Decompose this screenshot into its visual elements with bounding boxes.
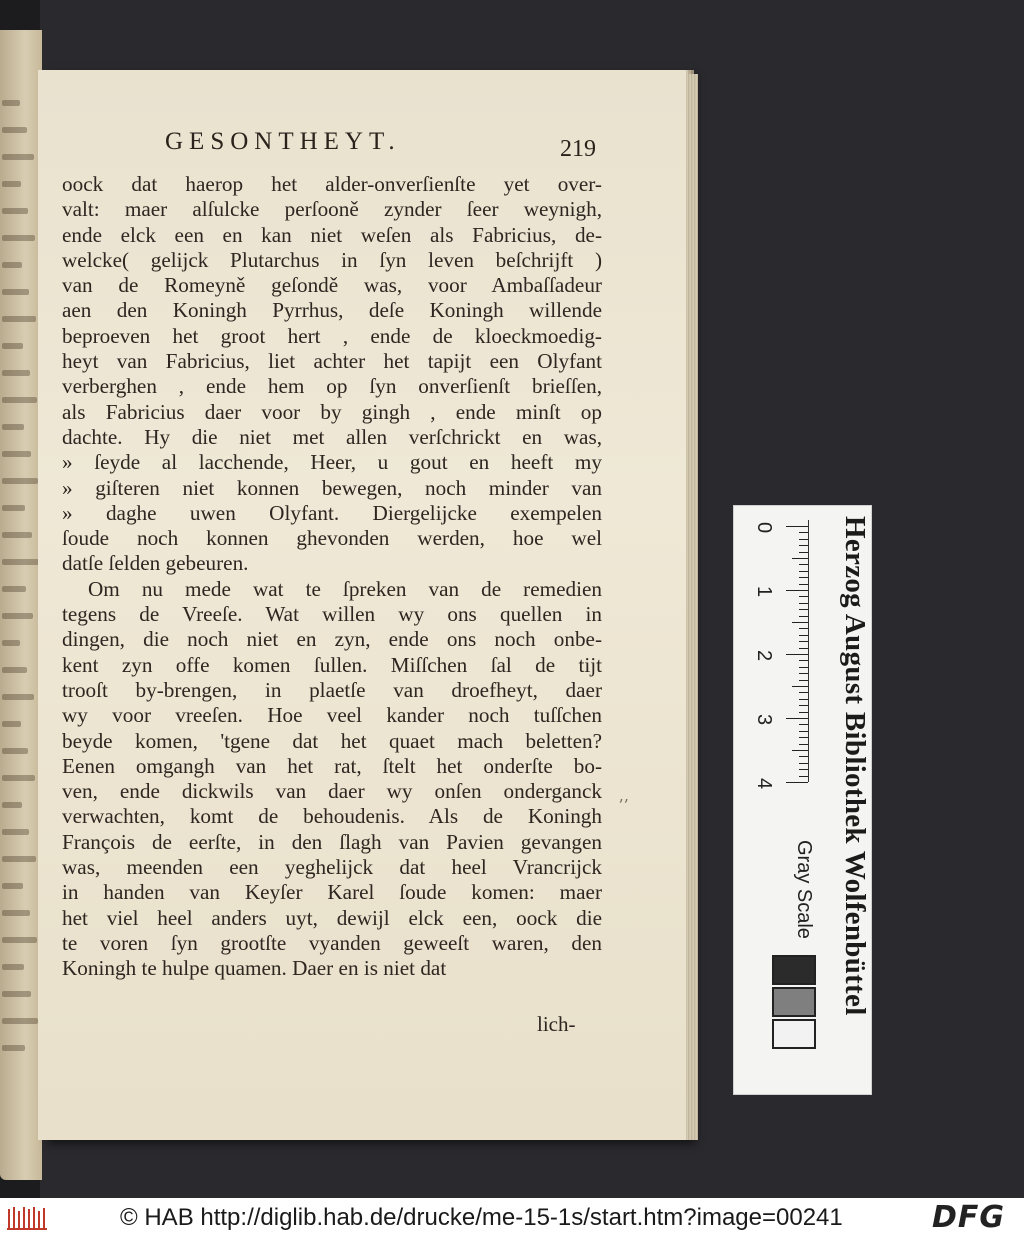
text-line: ende elck een en kan niet weſen als Fabricius, de- <box>62 222 602 247</box>
ruler-tick <box>799 667 808 668</box>
body-text <box>62 172 602 982</box>
ruler-tick <box>799 635 808 636</box>
previous-page-text-fragment <box>2 127 27 133</box>
ruler-tick <box>799 539 808 540</box>
ruler-tick <box>792 622 808 623</box>
text-line: valt: maer alſulcke perſooně zynder ſeer weynigh, <box>62 197 602 222</box>
text-line: Eenen omgangh van het rat, ſtelt het onderſte bo- <box>62 753 602 778</box>
previous-page-text-fragment <box>2 397 37 403</box>
margin-mark: ʼʼ <box>618 796 629 815</box>
ruler-tick <box>799 545 808 546</box>
text-line: Om nu mede wat te ſpreken van de remedien <box>88 576 602 601</box>
text-line: wy voor vreeſen. Hoe veel kander noch tuſſchen <box>62 703 602 728</box>
gray-swatch-mid <box>772 987 816 1017</box>
text-line: » giſteren niet konnen bewegen, noch minder van <box>62 475 602 500</box>
ruler <box>752 520 812 810</box>
previous-page-text-fragment <box>2 910 30 916</box>
ruler-tick <box>799 705 808 706</box>
ruler-tick <box>799 731 808 732</box>
ruler-number: 3 <box>753 713 776 726</box>
ruler-tick <box>786 526 808 527</box>
ruler-number: 2 <box>753 649 776 662</box>
text-line: ven, ende dickwils van daer wy onſen onderganck <box>62 779 602 804</box>
previous-page-text-fragment <box>2 451 31 457</box>
previous-page-text-fragment <box>2 775 35 781</box>
text-line: als Fabricius daer voor by gingh , ende minſt op <box>62 399 602 424</box>
text-line: het viel heel anders uyt, dewijl elck een, oock die <box>62 905 602 930</box>
ruler-tick <box>799 769 808 770</box>
previous-page-text-fragment <box>2 667 27 673</box>
page-stack-edge <box>686 74 698 1140</box>
library-name: Herzog August Bibliothek Wolfenbüttel <box>839 516 871 1016</box>
ruler-tick <box>799 532 808 533</box>
previous-page-text-fragment <box>2 181 21 187</box>
ruler-tick <box>799 564 808 565</box>
ruler-tick <box>786 782 808 783</box>
text-line: verwachten, komt de behoudenis. Als de Koningh <box>62 804 602 829</box>
previous-page-text-fragment <box>2 370 30 376</box>
previous-page-text-fragment <box>2 802 22 808</box>
ruler-tick <box>792 686 808 687</box>
text-line: aen den Koningh Pyrrhus, deſe Koningh willende <box>62 298 602 323</box>
previous-page-text-fragment <box>2 343 23 349</box>
previous-page-text-fragment <box>2 613 33 619</box>
text-line: kent zyn offe komen ſullen. Miſſchen ſal de tijt <box>62 652 602 677</box>
gray-scale-label: Gray Scale <box>793 840 815 939</box>
previous-page-text-fragment <box>2 640 20 646</box>
ruler-tick <box>799 616 808 617</box>
text-line: beproeven het groot hert , ende de kloeckmoedig- <box>62 323 602 348</box>
previous-page-text-fragment <box>2 586 26 592</box>
text-line: te voren ſyn grootſte vyanden geweeſt waren, den <box>62 930 602 955</box>
previous-page-text-fragment <box>2 235 35 241</box>
page-number: 219 <box>560 136 596 162</box>
previous-page-text-fragment <box>2 316 36 322</box>
ruler-tick <box>799 641 808 642</box>
ruler-tick <box>792 750 808 751</box>
text-line: dachte. Hy die niet met allen verſchrickt en was, <box>62 424 602 449</box>
ruler-tick <box>799 680 808 681</box>
text-line: trooſt by-brengen, in plaetſe van droefheyt, daer <box>62 677 602 702</box>
text-line: was, meenden een yeghelijck dat heel Vrancrijck <box>62 855 602 880</box>
viewer-footer <box>0 1198 1024 1238</box>
previous-page-text-fragment <box>2 937 37 943</box>
gray-swatch-dark <box>772 955 816 985</box>
previous-page-text-fragment <box>2 100 20 106</box>
previous-page-text-fragment <box>2 478 38 484</box>
text-line: Koningh te hulpe quamen. Daer en is niet dat <box>62 956 447 981</box>
previous-page-text-fragment <box>2 883 23 889</box>
previous-page-text-fragment <box>2 748 28 754</box>
dfg-logo: DFG <box>932 1200 1006 1235</box>
text-line: van de Romeyně geſondě was, voor Ambaſſadeur <box>62 273 602 298</box>
text-line: ſoude noch konnen ghevonden werden, hoe wel <box>62 526 602 551</box>
previous-page-text-fragment <box>2 1018 38 1024</box>
previous-page-text-fragment <box>2 424 24 430</box>
ruler-tick <box>799 673 808 674</box>
ruler-line <box>808 520 809 782</box>
ruler-tick <box>786 590 808 591</box>
previous-page-text-fragment <box>2 532 32 538</box>
source-url[interactable]: © HAB http://diglib.hab.de/drucke/me-15-1s/start.htm?image=00241 <box>120 1204 843 1231</box>
ruler-tick <box>799 596 808 597</box>
ruler-tick <box>799 776 808 777</box>
ruler-tick <box>786 654 808 655</box>
ruler-tick <box>799 724 808 725</box>
ruler-tick <box>799 660 808 661</box>
ruler-tick <box>799 744 808 745</box>
text-line: welcke( gelijck Plutarchus in ſyn leven beſchrijft ) <box>62 247 602 272</box>
ruler-tick <box>799 712 808 713</box>
ruler-tick <box>799 692 808 693</box>
gray-swatch-light <box>772 1019 816 1049</box>
previous-page-text-fragment <box>2 559 39 565</box>
ruler-tick <box>799 763 808 764</box>
ruler-tick <box>786 718 808 719</box>
ruler-tick <box>799 737 808 738</box>
text-line: tegens de Vreeſe. Wat willen wy ons quellen in <box>62 602 602 627</box>
previous-page-text-fragment <box>2 829 29 835</box>
catchword: lich- <box>537 1012 576 1036</box>
previous-page-text-fragment <box>2 1045 25 1051</box>
ruler-number: 0 <box>753 521 776 534</box>
previous-page-text-fragment <box>2 721 21 727</box>
ruler-number: 4 <box>753 777 776 790</box>
ruler-tick <box>799 577 808 578</box>
ruler-tick <box>799 756 808 757</box>
text-line: beyde komen, 'tgene dat het quaet mach beletten? <box>62 728 602 753</box>
ruler-number: 1 <box>753 585 776 598</box>
ruler-tick <box>799 609 808 610</box>
text-line: » daghe uwen Olyfant. Diergelijcke exempelen <box>62 500 602 525</box>
previous-page-text-fragment <box>2 991 31 997</box>
ruler-tick <box>799 603 808 604</box>
text-line: » ſeyde al lacchende, Heer, u gout en heeft my <box>62 450 602 475</box>
ruler-tick <box>799 584 808 585</box>
text-line: François de eerſte, in den ſlagh van Pavien gevangen <box>62 829 602 854</box>
ruler-tick <box>792 558 808 559</box>
previous-page-edge <box>0 30 42 1180</box>
previous-page-text-fragment <box>2 208 28 214</box>
ruler-tick <box>799 699 808 700</box>
ruler-tick <box>799 571 808 572</box>
previous-page-text-fragment <box>2 505 25 511</box>
text-line: verberghen , ende hem op ſyn onverſienſt brieſſen, <box>62 374 602 399</box>
hab-logo-icon <box>6 1205 50 1231</box>
previous-page-text-fragment <box>2 694 34 700</box>
ruler-tick <box>799 552 808 553</box>
previous-page-text-fragment <box>2 856 36 862</box>
previous-page-text-fragment <box>2 154 34 160</box>
ruler-tick <box>799 648 808 649</box>
running-head: GESONTHEYT. <box>165 128 401 155</box>
previous-page-text-fragment <box>2 289 29 295</box>
text-line: in handen van Keyſer Karel ſoude komen: maer <box>62 880 602 905</box>
text-line: datſe ſelden gebeuren. <box>62 551 249 576</box>
text-line: dingen, die noch niet en zyn, ende ons noch onbe- <box>62 627 602 652</box>
text-line: heyt van Fabricius, liet achter het tapijt een Olyfant <box>62 349 602 374</box>
previous-page-text-fragment <box>2 964 24 970</box>
previous-page-text-fragment <box>2 262 22 268</box>
text-line: oock dat haerop het alder-onverſienſte yet over- <box>62 172 602 196</box>
ruler-tick <box>799 628 808 629</box>
